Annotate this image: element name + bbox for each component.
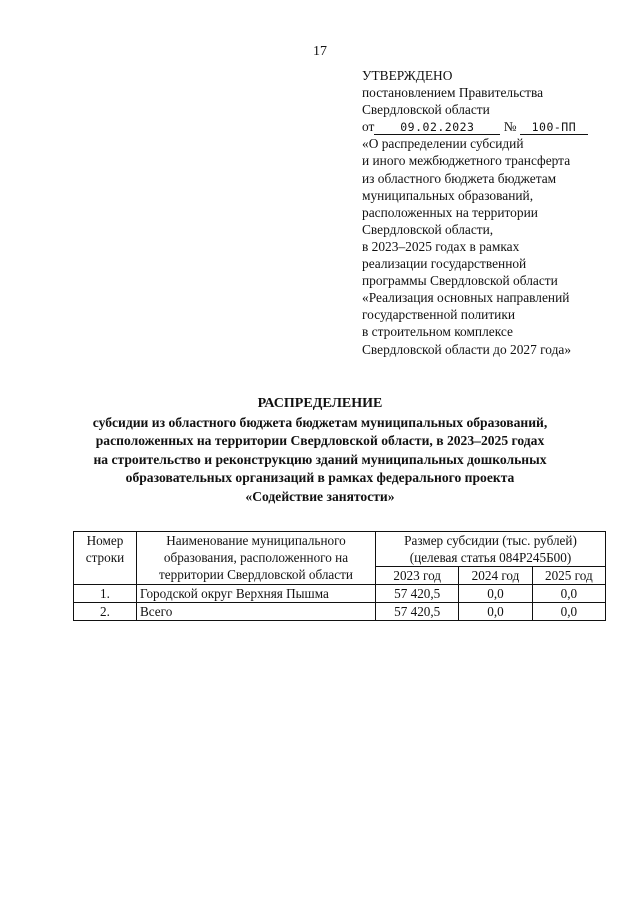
approval-line: «Реализация основных направлений <box>362 290 570 306</box>
number-sign: № <box>503 119 517 135</box>
header-row-number: Номер строки <box>74 532 137 585</box>
page-number: 17 <box>313 44 327 59</box>
date-prefix: от <box>362 119 375 135</box>
approval-line: Свердловской области <box>362 102 490 118</box>
approval-line: Свердловской области, <box>362 221 494 237</box>
row-value-2025: 0,0 <box>532 585 605 603</box>
header-year-2023: 2023 год <box>376 567 459 585</box>
document-title <box>0 395 640 507</box>
row-number: 2. <box>74 603 137 621</box>
header-year-2025: 2025 год <box>532 567 605 585</box>
approval-line: и иного межбюджетного трансферта <box>362 153 571 169</box>
table-row <box>74 585 606 603</box>
header-year-2024: 2024 год <box>459 567 532 585</box>
approval-heading: УТВЕРЖДЕНО <box>362 68 453 83</box>
title-line: расположенных на территории Свердловской области, в 2023–2025 годах <box>95 433 545 449</box>
table-row <box>74 603 606 621</box>
row-value-2025: 0,0 <box>532 603 605 621</box>
row-name: Всего <box>137 603 376 621</box>
approval-line: из областного бюджета бюджетам <box>362 170 557 186</box>
header-subsidy-size: Размер субсидии (тыс. рублей) (целевая статья 084P245Б00) <box>376 532 606 567</box>
row-value-2024: 0,0 <box>459 585 532 603</box>
row-value-2023: 57 420,5 <box>376 585 459 603</box>
approval-line: в строительном комплексе <box>362 324 513 340</box>
title-line: на строительство и реконструкцию зданий муниципальных дошкольных <box>93 451 547 467</box>
row-name: Городской округ Верхняя Пышма <box>137 585 376 603</box>
header-name: Наименование муниципального образования, расположенного на территории Свердловской области <box>137 532 376 585</box>
approval-line: государственной политики <box>362 307 516 323</box>
approval-line: Свердловской области до 2027 года» <box>362 341 572 357</box>
title-line: «Содействие занятости» <box>245 488 395 504</box>
row-number: 1. <box>74 585 137 603</box>
approval-line: программы Свердловской области <box>362 273 558 289</box>
approval-line: реализации государственной <box>362 256 527 272</box>
title-line: субсидии из областного бюджета бюджетам муниципальных образований, <box>92 414 548 430</box>
approval-line: постановлением Правительства <box>362 85 544 101</box>
approval-line: расположенных на территории <box>362 204 538 220</box>
approval-number-value: 100-ПП <box>520 121 588 135</box>
approval-line: «О распределении субсидий <box>362 136 524 152</box>
row-value-2024: 0,0 <box>459 603 532 621</box>
approval-line: муниципальных образований, <box>362 187 534 203</box>
distribution-table <box>73 531 606 621</box>
approval-stamp <box>362 67 622 358</box>
row-value-2023: 57 420,5 <box>376 603 459 621</box>
approval-date-line <box>362 118 622 135</box>
title-line: образовательных организаций в рамках федерального проекта <box>125 470 515 486</box>
approval-date-value: 09.02.2023 <box>374 121 500 135</box>
approval-line: в 2023–2025 годах в рамках <box>362 238 520 254</box>
title-heading: РАСПРЕДЕЛЕНИЕ <box>257 396 383 411</box>
